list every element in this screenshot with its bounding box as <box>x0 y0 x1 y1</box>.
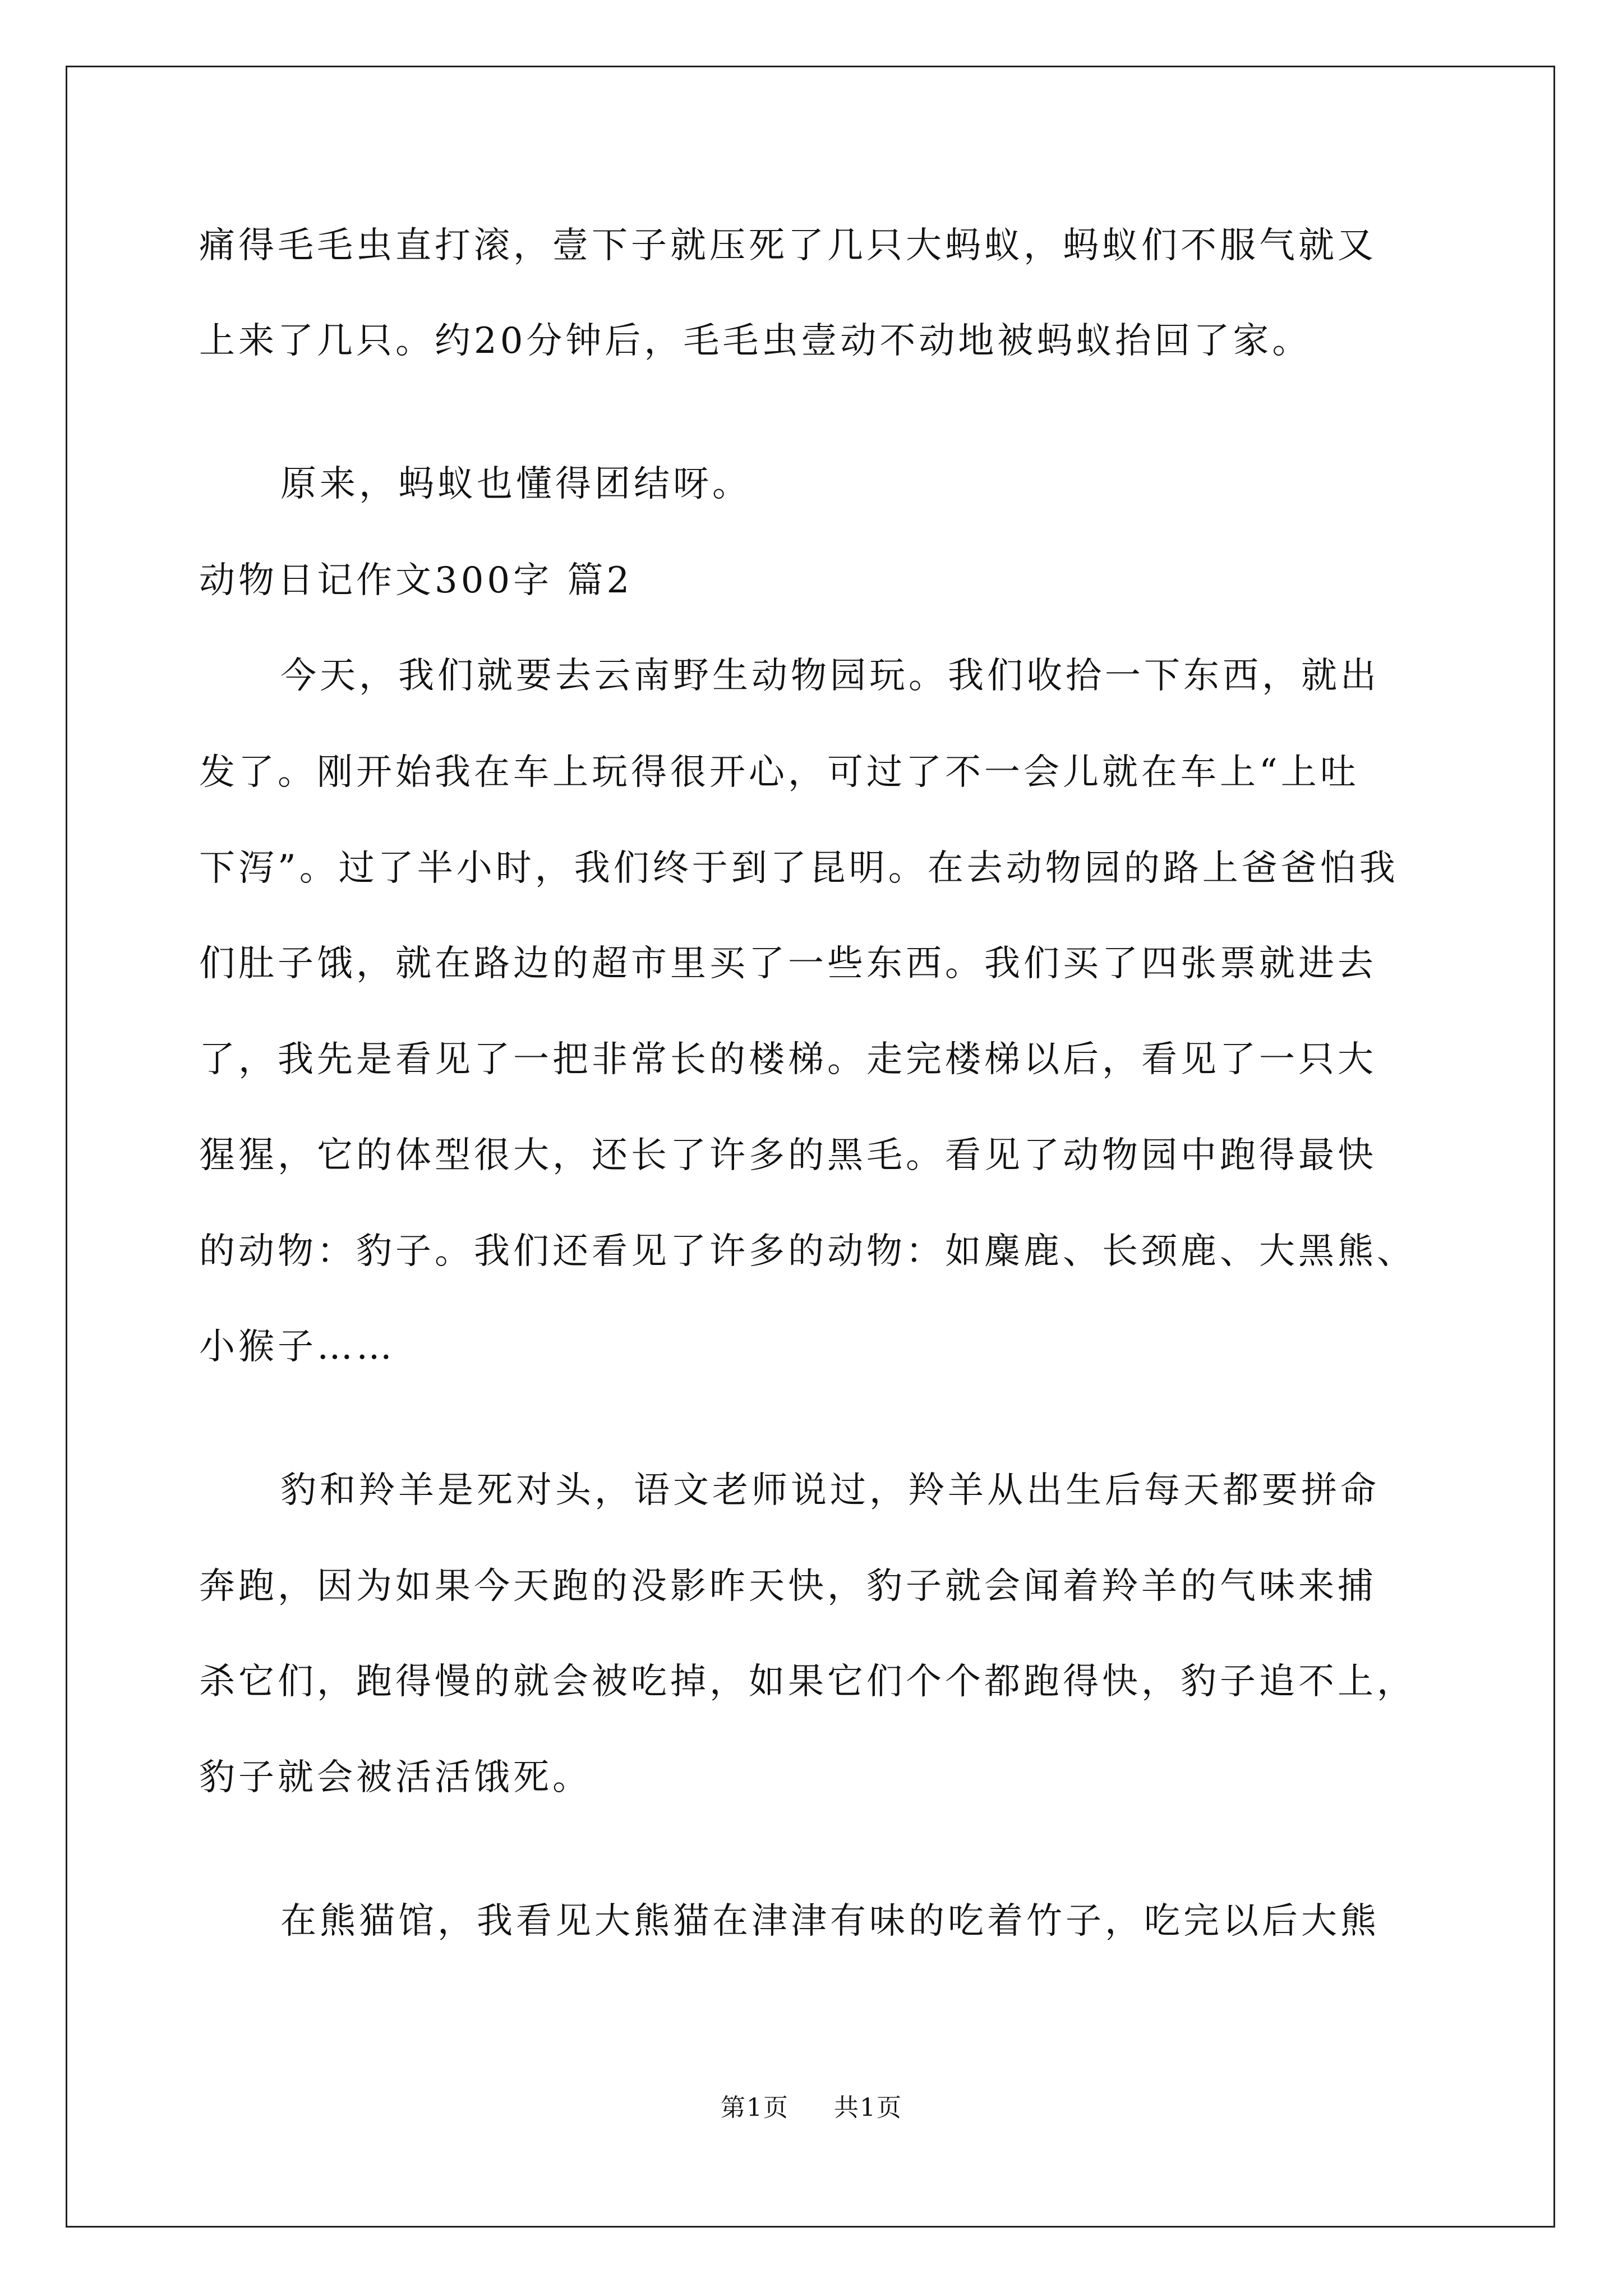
text-line: 们肚子饿，就在路边的超市里买了一些东西。我们买了四张票就进去 <box>199 943 1377 984</box>
text-line: 杀它们，跑得慢的就会被吃掉，如果它们个个都跑得快，豹子追不上， <box>199 1661 1416 1703</box>
text-line: 猩猩，它的体型很大，还长了许多的黑毛。看见了动物园中跑得最快 <box>199 1135 1377 1176</box>
text-line: 痛得毛毛虫直打滚，壹下子就压死了几只大蚂蚁，蚂蚁们不服气就又 <box>199 225 1377 266</box>
text-line: 的动物：豹子。我们还看见了许多的动物：如麋鹿、长颈鹿、大黑熊、 <box>199 1231 1416 1272</box>
page-number-total: 共1页 <box>834 2093 902 2122</box>
text-line: 下泻”。过了半小时，我们终于到了昆明。在去动物园的路上爸爸怕我 <box>199 848 1399 889</box>
text-line: 了，我先是看见了一把非常长的楼梯。走完楼梯以后，看见了一只大 <box>199 1039 1377 1080</box>
text-line: 原来，蚂蚁也懂得团结呀。 <box>280 463 751 505</box>
text-line: 豹子就会被活活饿死。 <box>199 1757 592 1798</box>
text-line: 小猴子…… <box>199 1326 395 1368</box>
text-line: 豹和羚羊是死对头，语文老师说过，羚羊从出生后每天都要拼命 <box>280 1470 1380 1511</box>
text-line: 今天，我们就要去云南野生动物园玩。我们收拾一下东西，就出 <box>280 655 1380 697</box>
text-line: 奔跑，因为如果今天跑的没影昨天快，豹子就会闻着羚羊的气味来捕 <box>199 1566 1377 1607</box>
page-number-current: 第1页 <box>721 2093 789 2122</box>
text-line: 上来了几只。约20分钟后，毛毛虫壹动不动地被蚂蚁抬回了家。 <box>199 320 1312 362</box>
page-footer <box>0 2091 1623 2125</box>
text-line: 在熊猫馆，我看见大熊猫在津津有味的吃着竹子，吃完以后大熊 <box>280 1901 1380 1942</box>
section-heading: 动物日记作文300字 篇2 <box>199 560 633 601</box>
text-line: 发了。刚开始我在车上玩得很开心，可过了不一会儿就在车上“上吐 <box>199 752 1359 793</box>
